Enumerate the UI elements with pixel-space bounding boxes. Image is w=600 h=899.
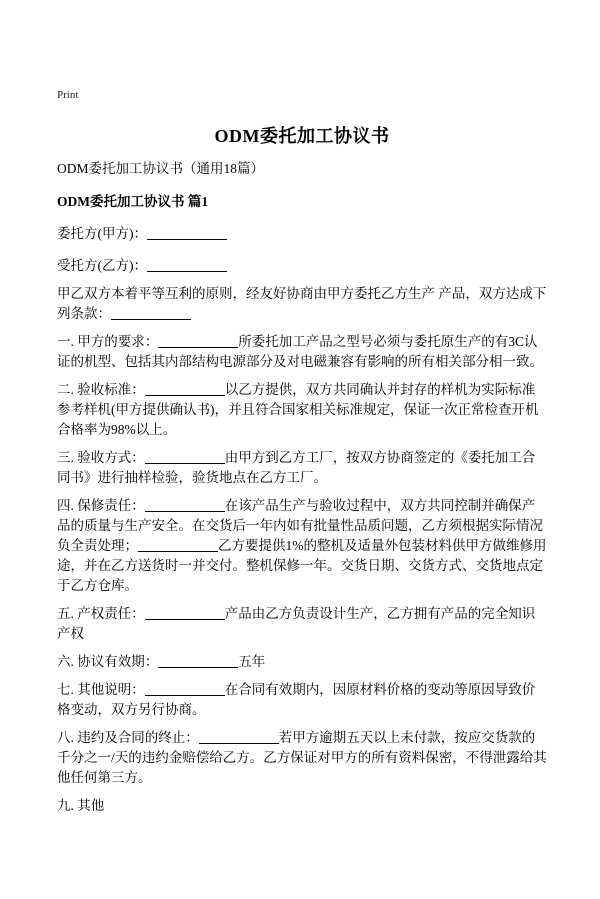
clause-label: 一. 甲方的要求：: [57, 334, 159, 349]
clause-label: 七. 其他说明：: [57, 682, 145, 697]
clause-label: 二. 验收标准：: [57, 382, 145, 397]
clause-body: 若甲方逾期五天以上未付款，按应交货款的千分之一/天的违约金赔偿给乙方。乙方保证对甲方的所有资料保密，不得泄露给其他任何第三方。: [57, 730, 547, 785]
clause-label: 九. 其他: [57, 798, 105, 813]
clause-body-continued: 乙方要提供1%的整机及适量外包装材料供甲方做维修用途，并在乙方送货时一并交付。整机保修一年。交货日期、交货方式、交货地点定于乙方仓库。: [57, 538, 547, 593]
clause-4: [57, 496, 547, 596]
fill-blank: [145, 606, 225, 620]
clause-body: 产品由乙方负责设计生产，乙方拥有产品的完全知识产权: [57, 606, 536, 641]
clause-7: [57, 680, 547, 720]
client-party-line: [57, 224, 547, 244]
clause-1: [57, 332, 547, 372]
section-heading: ODM委托加工协议书 篇1: [57, 194, 209, 209]
intro-text: 甲乙双方本着平等互利的原则，经友好协商由甲方委托乙方生产 产品，双方达成下列条款：: [57, 286, 547, 321]
fill-blank: [199, 730, 279, 744]
fill-blank: [145, 498, 225, 512]
clause-3: [57, 448, 547, 488]
clause-label: 八. 违约及合同的终止：: [57, 730, 199, 745]
client-party-label: 委托方(甲方)：: [57, 226, 147, 241]
contractor-party-label: 受托方(乙方)：: [57, 258, 147, 273]
clause-8: [57, 728, 547, 788]
intro-paragraph: [57, 284, 547, 324]
fill-blank: [158, 654, 238, 668]
clause-label: 四. 保修责任：: [57, 498, 145, 513]
document-title: ODM委托加工协议书: [214, 126, 390, 146]
clause-label: 五. 产权责任：: [57, 606, 145, 621]
print-link[interactable]: Print: [57, 89, 79, 101]
clause-body: 五年: [238, 654, 266, 669]
clause-6: [57, 652, 547, 672]
clause-9: [57, 796, 547, 816]
fill-blank: [147, 258, 227, 272]
fill-blank: [147, 226, 227, 240]
document-subtitle: ODM委托加工协议书（通用18篇）: [57, 161, 265, 176]
clause-body: 由甲方到乙方工厂，按双方协商签定的《委托加工合同书》进行抽样检验，验货地点在乙方工厂。: [57, 450, 536, 485]
clause-2: [57, 380, 547, 440]
clause-label: 三. 验收方式：: [57, 450, 145, 465]
fill-blank: [145, 450, 225, 464]
fill-blank: [138, 538, 218, 552]
clause-body: 以乙方提供，双方共同确认并封存的样机为实际标准参考样机(甲方提供确认书)，并且符合国家相关标准规定，保证一次正常检查开机合格率为98%以上。: [57, 382, 539, 437]
clause-label: 六. 协议有效期：: [57, 654, 159, 669]
fill-blank: [145, 382, 225, 396]
clause-body: 在该产品生产与验收过程中，双方共同控制并确保产品的质量与生产安全。在交货后一年内如有批量性品质问题，乙方须根据实际情况负全责处理；: [57, 498, 543, 553]
fill-blank: [158, 334, 238, 348]
clause-5: [57, 604, 547, 644]
fill-blank: [145, 682, 225, 696]
clause-body: 在合同有效期内，因原材料价格的变动等原因导致价格变动，双方另行协商。: [57, 682, 536, 717]
contractor-party-line: [57, 256, 547, 276]
fill-blank: [111, 306, 191, 320]
clause-body: 所委托加工产品之型号必须与委托原生产的有3C认证的机型、包括其内部结构电源部分及对电磁兼容有影响的所有相关部分相一致。: [57, 334, 543, 369]
